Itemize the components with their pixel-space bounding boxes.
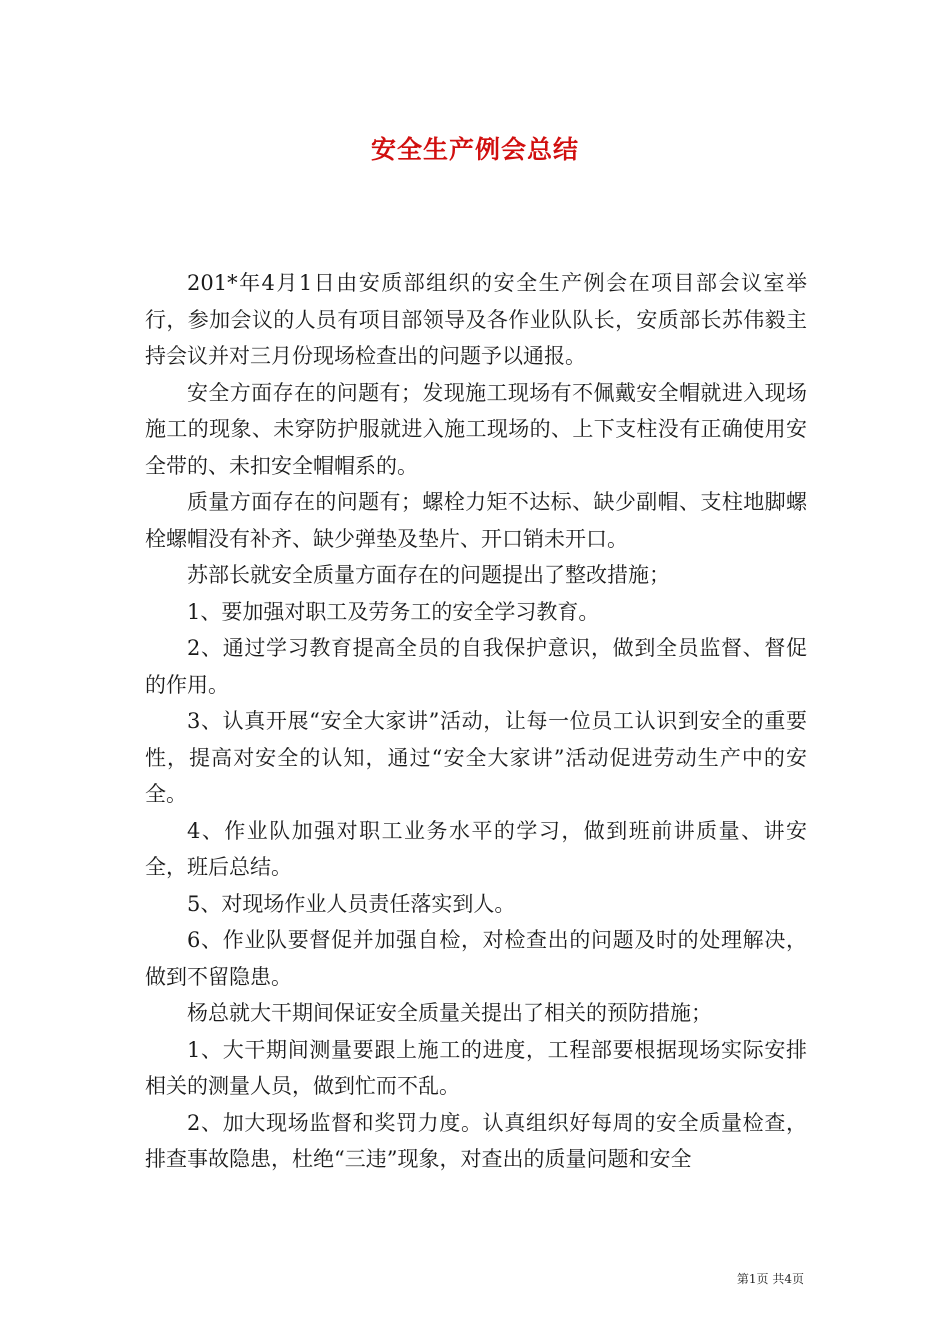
- paragraph-measure-6: 6、作业队要督促并加强自检，对检查出的问题及时的处理解决，做到不留隐患。: [145, 928, 807, 989]
- paragraph-measure-1: 1、要加强对职工及劳务工的安全学习教育。: [187, 599, 600, 624]
- total-page-count: 4: [784, 1272, 792, 1286]
- footer-middle: 页 共: [756, 1272, 785, 1286]
- paragraph-preventive-measures-heading: 杨总就大干期间保证安全质量关提出了相关的预防措施；: [187, 1001, 712, 1025]
- paragraph-corrective-measures-heading: 苏部长就安全质量方面存在的问题提出了整改措施；: [187, 563, 670, 587]
- paragraph-measure-3: 3、认真开展“安全大家讲”活动，让每一位员工认识到安全的重要性，提高对安全的认知，通过“安全大家讲”活动促进劳动生产中的安全。: [145, 709, 807, 806]
- page-footer: [737, 1270, 804, 1287]
- footer-prefix: 第: [736, 1272, 749, 1286]
- paragraph-measure-5: 5、对现场作业人员责任落实到人。: [187, 891, 516, 916]
- document-body: [145, 265, 807, 1178]
- document-title: 安全生产例会总结: [370, 135, 579, 164]
- paragraph-measure-2: 2、通过学习教育提高全员的自我保护意识，做到全员监督、督促的作用。: [145, 636, 807, 697]
- paragraph-measure-4: 4、作业队加强对职工业务水平的学习，做到班前讲质量、讲安全，班后总结。: [145, 818, 807, 879]
- paragraph-safety-issues: 安全方面存在的问题有；发现施工现场有不佩戴安全帽就进入现场施工的现象、未穿防护服就进入施工现场的、上下支柱没有正确使用安全带的、未扣安全帽帽系的。: [145, 380, 807, 478]
- paragraph-preventive-2: 2、加大现场监督和奖罚力度。认真组织好每周的安全质量检查，排查事故隐患，杜绝“三违”现象，对查出的质量问题和安全: [145, 1110, 807, 1171]
- paragraph-quality-issues: 质量方面存在的问题有；螺栓力矩不达标、缺少副帽、支柱地脚螺栓螺帽没有补齐、缺少弹垫及垫片、开口销未开口。: [145, 490, 807, 551]
- paragraph-meeting-intro: 201*年4月1日由安质部组织的安全生产例会在项目部会议室举行，参加会议的人员有项目部领导及各作业队队长，安质部长苏伟毅主持会议并对三月份现场检查出的问题予以通报。: [145, 271, 807, 368]
- footer-suffix: 页: [791, 1272, 804, 1286]
- current-page-number: 1: [748, 1272, 757, 1286]
- paragraph-preventive-1: 1、大干期间测量要跟上施工的进度，工程部要根据现场实际安排相关的测量人员，做到忙而不乱。: [145, 1037, 807, 1098]
